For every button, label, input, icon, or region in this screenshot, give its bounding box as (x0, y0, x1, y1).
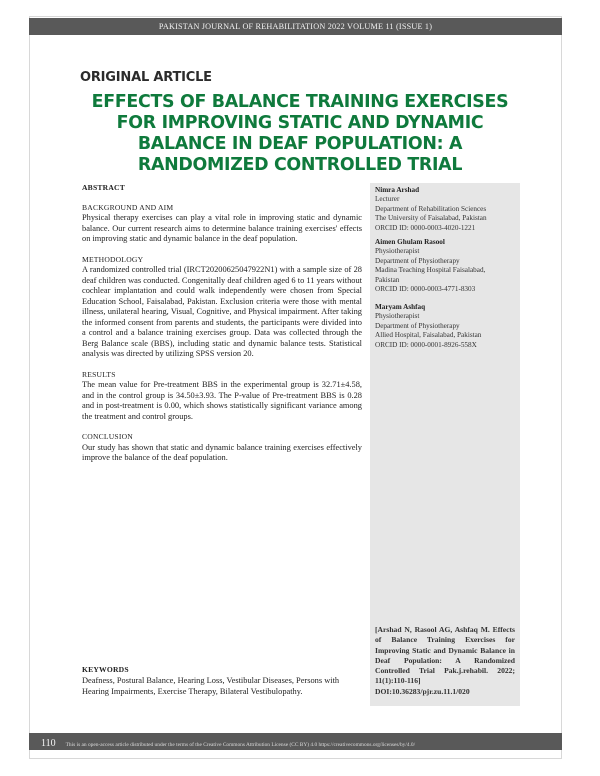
background-heading: BACKGROUND AND AIM (82, 202, 174, 212)
background-text: Physical therapy exercises can play a vital role in improving static and dynamic balance. Our current research aims to determine balance training exercises' effects on improving static and dynamic balance in the deaf population. (82, 213, 362, 243)
article-title (80, 92, 520, 176)
title-line: RANDOMIZED CONTROLLED TRIAL (137, 155, 463, 175)
footer-bar (29, 733, 562, 750)
author-country: Pakistan (375, 275, 400, 284)
author-orcid: ORCID ID: 0000-0001-8926-558X (375, 340, 477, 349)
keywords-heading: KEYWORDS (82, 665, 129, 674)
author-role: Physiotherapist (375, 312, 420, 321)
author-department: Department of Rehabilitation Sciences (375, 204, 487, 213)
author-name: Maryam Ashfaq (375, 303, 426, 311)
methodology-heading: METHODOLOGY (82, 254, 144, 264)
conclusion-text: Our study has shown that static and dynamic balance training exercises effectively improve the balance of the deaf population. (82, 442, 362, 462)
author-info (375, 186, 520, 233)
author-institution: The University of Faisalabad, Pakistan (375, 214, 487, 223)
results-text: The mean value for Pre-treatment BBS in the experimental group is 32.71±4.58, and in the control group is 34.50±3.93. The P-value of Pre-treatment BBS is 0.28 and in post-treatment is 0.00, which shows statistically significant variance among the treatment and control groups. (82, 380, 362, 421)
author-orcid: ORCID ID: 0000-0003-4020-1221 (375, 223, 476, 232)
journal-header-text: PAKISTAN JOURNAL OF REHABILITATION 2022 VOLUME 11 (ISSUE 1) (158, 22, 433, 31)
abstract-block (82, 183, 362, 474)
author-name: Aimen Ghulam Rasool (375, 238, 445, 246)
author-name: Nimra Arshad (375, 186, 420, 194)
abstract-heading: ABSTRACT (82, 183, 125, 192)
author-info (375, 303, 520, 350)
author-institution: Allied Hospital, Faisalabad, Pakistan (375, 331, 482, 340)
methodology-text: A randomized controlled trial (IRCT20200625047922N1) with a sample size of 28 deaf children was conducted. Congenitally deaf children aged 6 to 11 years without cochlear implantation and could walk independently were chosen from Special Education School, Faisalabad, Pakistan. Exclusion criteria were those with mental illness, unilateral hearing, Visual, Cognitive, and Physical impairment. After taking the informed consent from parents and students, the participants were divided into a control and a balance training exercises group. Data was collected through the Berg Balance scale (BBS), including static and dynamic balance tests. Statistical analysis was directed by utilizing SPSS version 20. (82, 265, 362, 358)
author-orcid: ORCID ID: 0000-0003-4771-8303 (375, 285, 476, 294)
conclusion-heading: CONCLUSION (82, 432, 133, 441)
journal-header-bar (29, 18, 562, 35)
author-info (375, 238, 520, 294)
author-role: Lecturer (375, 195, 400, 204)
title-line: FOR IMPROVING STATIC AND DYNAMIC (116, 113, 484, 133)
citation-block: [Arshad N, Rasool AG, Ashfaq M. Effects of Balance Training Exercises for Improving Static and Dynamic Balance in Deaf Population: A Randomized Controlled Trial Pak.j.rehabil. 2022; 11(1):110-116] DOI:10.36283/pjr.zu.11.1/020 (375, 625, 515, 696)
keywords-block (82, 664, 364, 697)
author-role: Physiotherapist (375, 247, 420, 256)
article-type-label: ORIGINAL ARTICLE (80, 70, 212, 85)
results-heading: RESULTS (82, 369, 116, 379)
author-institution: Madina Teaching Hospital Faisalabad, (375, 266, 486, 275)
page-number: 110 (41, 738, 56, 749)
title-line: BALANCE IN DEAF POPULATION: A (137, 134, 463, 154)
title-line: EFFECTS OF BALANCE TRAINING EXERCISES (91, 92, 509, 112)
author-department: Department of Physiotherapy (375, 321, 460, 330)
keywords-text: Deafness, Postural Balance, Hearing Loss, Vestibular Diseases, Persons with Hearing Impairments, Exercise Therapy, Bilateral Vestibulopathy. (82, 676, 340, 696)
author-department: Department of Physiotherapy (375, 256, 460, 265)
license-text: This is an open-access article distributed under the terms of the Creative Commons Attribution License (CC BY) 4.0 https://creativecommons.org/licenses/by/4.0/ (65, 742, 416, 748)
